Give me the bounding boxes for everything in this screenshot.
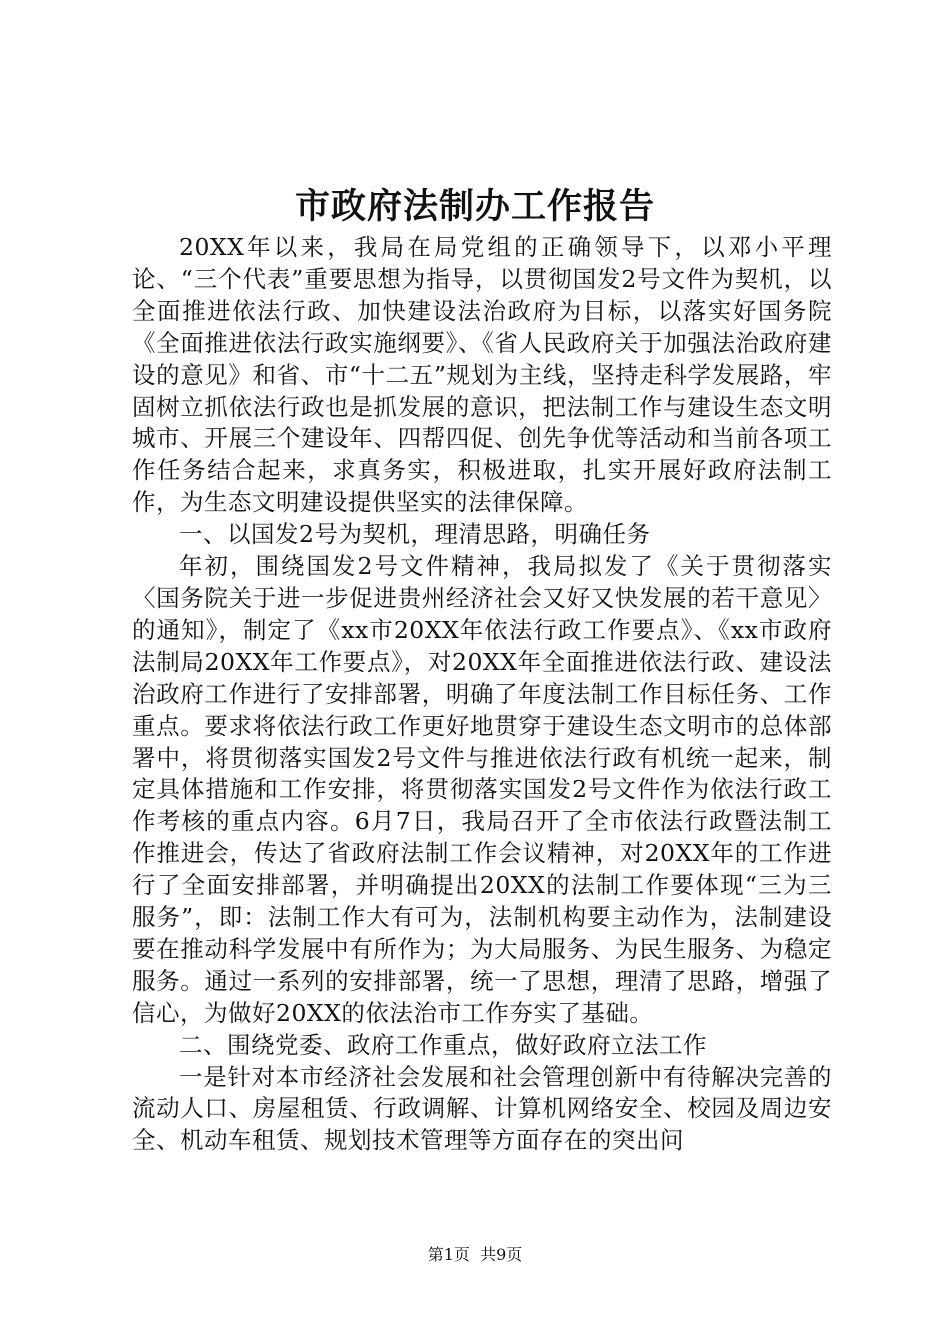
section-heading-2: 二、围绕党委、政府工作重点，做好政府立法工作 <box>179 1030 707 1059</box>
paragraph-section-2: 一是针对本市经济社会发展和社会管理创新中有待解决完善的流动人口、房屋租赁、行政调解、计算机网络安全、校园及周边安全、机动车租赁、规划技术管理等方面存在的突出问 <box>132 1062 832 1155</box>
paragraph-intro: 20XX年以来，我局在局党组的正确领导下，以邓小平理论、“三个代表”重要思想为指导，以贯彻国发2号文件为契机，以全面推进依法行政、加快建设法治政府为目标，以落实好国务院《全面推进依法行政实施纲要》、《省人民政府关于加强法治政府建设的意见》和省、市“十二五”规划为主线，坚持走科学发展路，牢固树立抓依法行政也是抓发展的意识，把法制工作与建设生态文明城市、开展三个建设年、四帮四促、创先争优等活动和当前各项工作任务结合起来，求真务实，积极进取，扎实开展好政府法制工作，为生态文明建设提供坚实的法律保障。 <box>132 233 832 517</box>
page-total: 共9页 <box>480 1245 523 1264</box>
page-footer <box>0 1244 950 1266</box>
section-heading-1: 一、以国发2号为契机，理清思路，明确任务 <box>179 520 651 549</box>
page-number: 第1页 <box>427 1245 470 1264</box>
document-body <box>132 232 832 1157</box>
paragraph-section-1: 年初，围绕国发2号文件精神，我局拟发了《关于贯彻落实〈国务院关于进一步促进贵州经济社会又好又快发展的若干意见〉的通知》，制定了《xx市20XX年依法行政工作要点》、《xx市政府法制局20XX年工作要点》，对20XX年全面推进依法行政、建设法治政府工作进行了安排部署，明确了年度法制工作目标任务、工作重点。要求将依法行政工作更好地贯穿于建设生态文明市的总体部署中，将贯彻落实国发2号文件与推进依法行政有机统一起来，制定具体措施和工作安排，将贯彻落实国发2号文件作为依法行政工作考核的重点内容。6月7日，我局召开了全市依法行政暨法制工作推进会，传达了省政府法制工作会议精神，对20XX年的工作进行了全面安排部署，并明确提出20XX的法制工作要体现“三为三服务”，即：法制工作大有可为，法制机构要主动作为，法制建设要在推动科学发展中有所作为；为大局服务、为民生服务、为稳定服务。通过一系列的安排部署，统一了思想，理清了思路，增强了信心，为做好20XX的依法治市工作夯实了基础。 <box>132 552 832 1027</box>
document-title: 市政府法制办工作报告 <box>294 186 655 227</box>
